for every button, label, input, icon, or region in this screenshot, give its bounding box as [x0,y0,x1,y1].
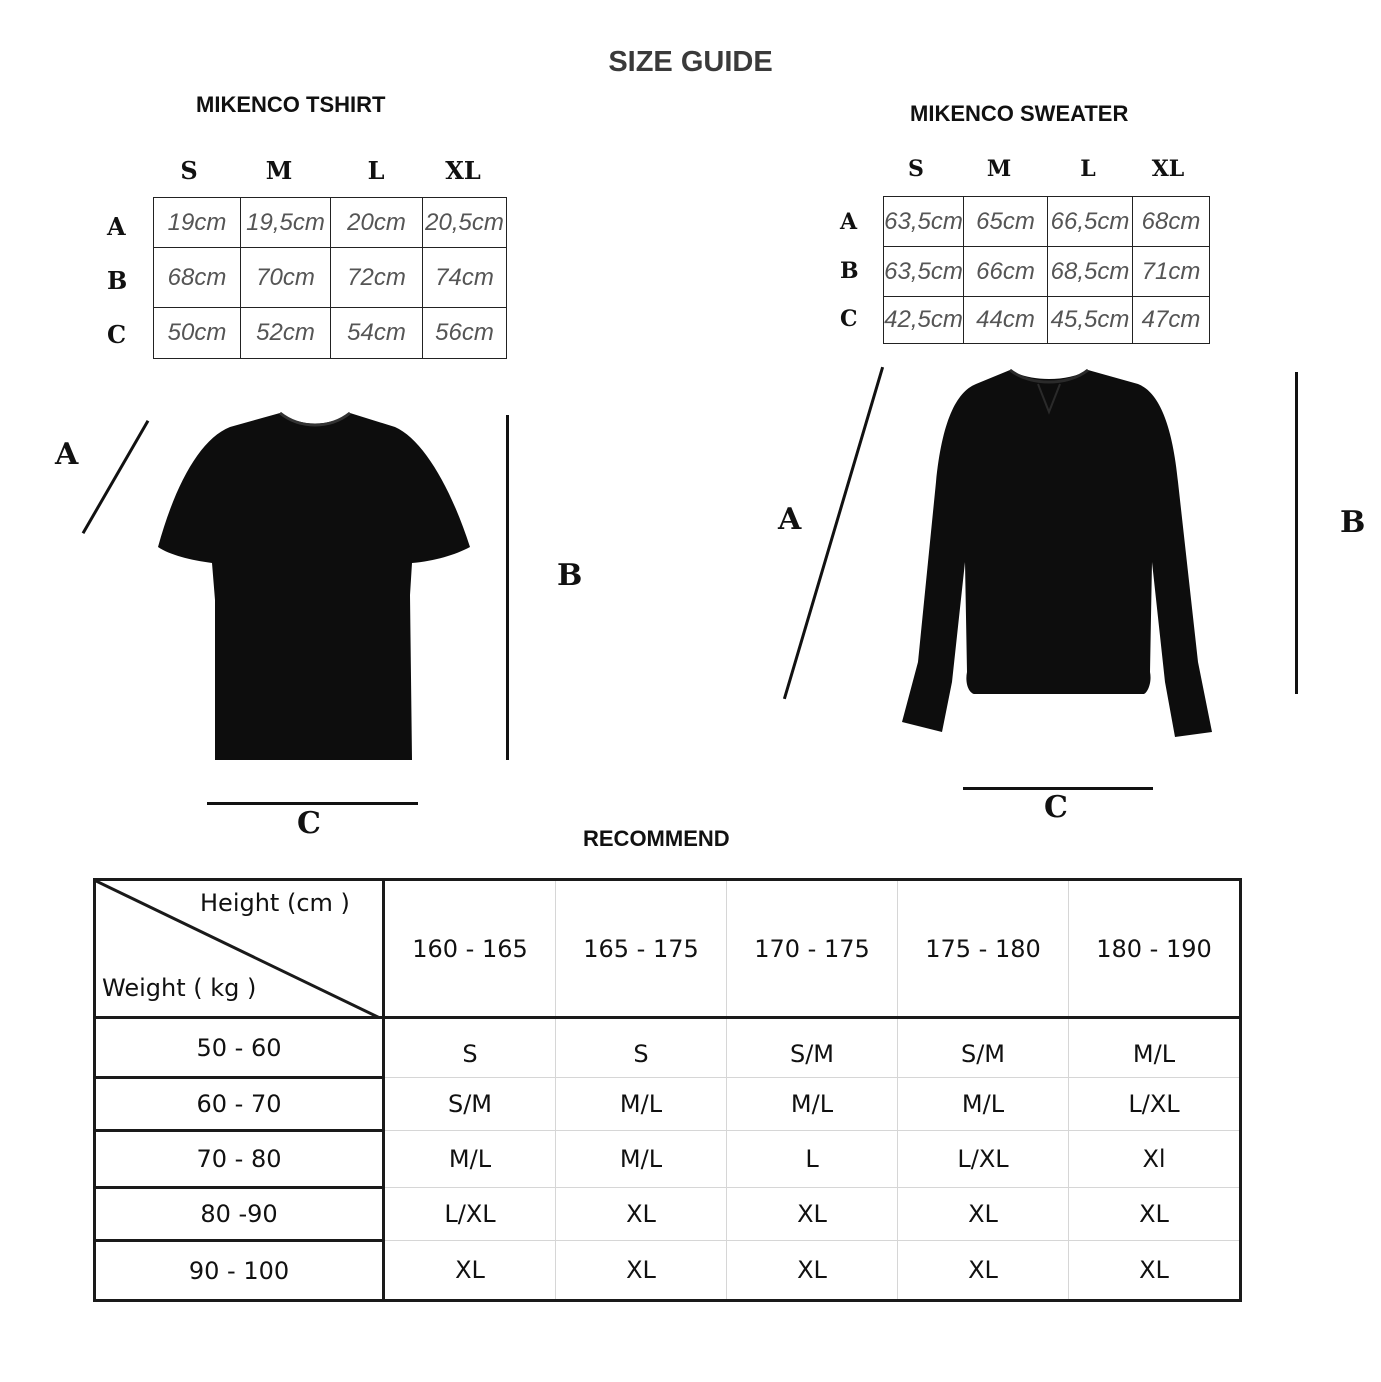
page-title: SIZE GUIDE [608,46,773,78]
size-cell: M/L [384,1131,556,1188]
tshirt-cell: 54cm [331,308,423,359]
corner-height-label: Height (cm ) [200,889,350,917]
corner-weight-label: Weight ( kg ) [102,974,257,1002]
sweater-cell: 68,5cm [1048,247,1133,297]
tshirt-row-label-a: A [107,212,126,241]
sweater-cell: 68cm [1133,197,1210,247]
sweater-row-label-a: A [840,209,858,235]
size-cell: XL [384,1241,556,1301]
size-cell: M/L [556,1078,727,1131]
tshirt-size-header-m: M [265,156,293,185]
sweater-cell: 66cm [964,247,1048,297]
height-header: 170 - 175 [727,880,898,1018]
sweater-size-header-l: L [1080,156,1096,182]
sweater-cell: 47cm [1133,297,1210,344]
size-cell: M/L [556,1131,727,1188]
sweater-cell: 66,5cm [1048,197,1133,247]
size-cell: XL [727,1241,898,1301]
recommend-table [93,878,1242,1302]
size-cell: S/M [384,1078,556,1131]
tshirt-size-header-l: L [367,156,385,185]
sweater-row-label-b: B [840,258,859,284]
tshirt-cell: 72cm [331,248,423,308]
sweater-icon [890,362,1225,742]
size-cell: S/M [898,1018,1069,1078]
tshirt-measure-line-b [506,415,509,760]
tshirt-cell: 70cm [241,248,331,308]
weight-label: 70 - 80 [95,1131,384,1188]
tshirt-measurement-table [153,197,507,359]
sweater-cell: 63,5cm [884,247,964,297]
sweater-diagram-label-c: C [1044,790,1068,825]
sweater-title: MIKENCO SWEATER [910,101,1129,126]
tshirt-cell: 52cm [241,308,331,359]
size-cell: S [384,1018,556,1078]
tshirt-diagram-label-a: A [55,437,79,472]
size-cell: S/M [727,1018,898,1078]
table-row [95,1078,1241,1131]
sweater-size-header-s: S [908,156,924,182]
recommend-corner-cell [95,880,384,1018]
sweater-cell: 45,5cm [1048,297,1133,344]
sweater-cell: 71cm [1133,247,1210,297]
tshirt-measure-line-c [207,802,418,805]
tshirt-size-header-s: S [180,156,198,185]
weight-label: 80 -90 [95,1188,384,1241]
sweater-cell: 63,5cm [884,197,964,247]
tshirt-size-header-xl: XL [445,156,481,185]
height-header: 180 - 190 [1069,880,1241,1018]
tshirt-diagram-label-b: B [557,558,583,593]
size-cell: L/XL [384,1188,556,1241]
size-cell: XL [898,1241,1069,1301]
sweater-diagram-label-a: A [778,502,802,537]
tshirt-cell: 19,5cm [241,198,331,248]
tshirt-cell: 20cm [331,198,423,248]
size-cell: XL [727,1188,898,1241]
weight-label: 90 - 100 [95,1241,384,1301]
sweater-diagram-label-b: B [1340,505,1366,540]
sweater-cell: 42,5cm [884,297,964,344]
size-cell: XL [1069,1188,1241,1241]
size-cell: XL [556,1241,727,1301]
tshirt-icon [150,405,480,770]
height-header: 175 - 180 [898,880,1069,1018]
sweater-size-header-xl: XL [1151,156,1185,182]
height-header: 160 - 165 [384,880,556,1018]
tshirt-title: MIKENCO TSHIRT [196,92,386,117]
tshirt-cell: 74cm [423,248,507,308]
sweater-cell: 65cm [964,197,1048,247]
size-cell: S [556,1018,727,1078]
tshirt-cell: 20,5cm [423,198,507,248]
height-header: 165 - 175 [556,880,727,1018]
tshirt-row-label-c: C [107,320,127,349]
sweater-cell: 44cm [964,297,1048,344]
size-cell: L/XL [898,1131,1069,1188]
size-cell: M/L [727,1078,898,1131]
tshirt-cell: 68cm [154,248,241,308]
sweater-size-header-m: M [986,156,1012,182]
tshirt-row-label-b: B [107,266,128,295]
weight-label: 60 - 70 [95,1078,384,1131]
sweater-row-label-c: C [840,306,858,332]
tshirt-cell: 19cm [154,198,241,248]
size-cell: L [727,1131,898,1188]
size-cell: M/L [1069,1018,1241,1078]
tshirt-diagram-label-c: C [297,806,321,841]
tshirt-measure-line-a [82,420,150,534]
sweater-measure-line-b [1295,372,1298,694]
recommend-title: RECOMMEND [583,826,730,851]
weight-label: 50 - 60 [95,1018,384,1078]
size-cell: XL [898,1188,1069,1241]
size-cell: Xl [1069,1131,1241,1188]
table-row [95,1188,1241,1241]
table-row [95,1241,1241,1301]
size-cell: XL [1139,1256,1169,1284]
sweater-measurement-table [883,196,1210,344]
size-cell: XL [556,1188,727,1241]
table-row [95,1018,1241,1078]
tshirt-cell: 50cm [154,308,241,359]
size-cell: M/L [898,1078,1069,1131]
tshirt-cell: 56cm [423,308,507,359]
size-cell: L/XL [1069,1078,1241,1131]
table-row [95,1131,1241,1188]
